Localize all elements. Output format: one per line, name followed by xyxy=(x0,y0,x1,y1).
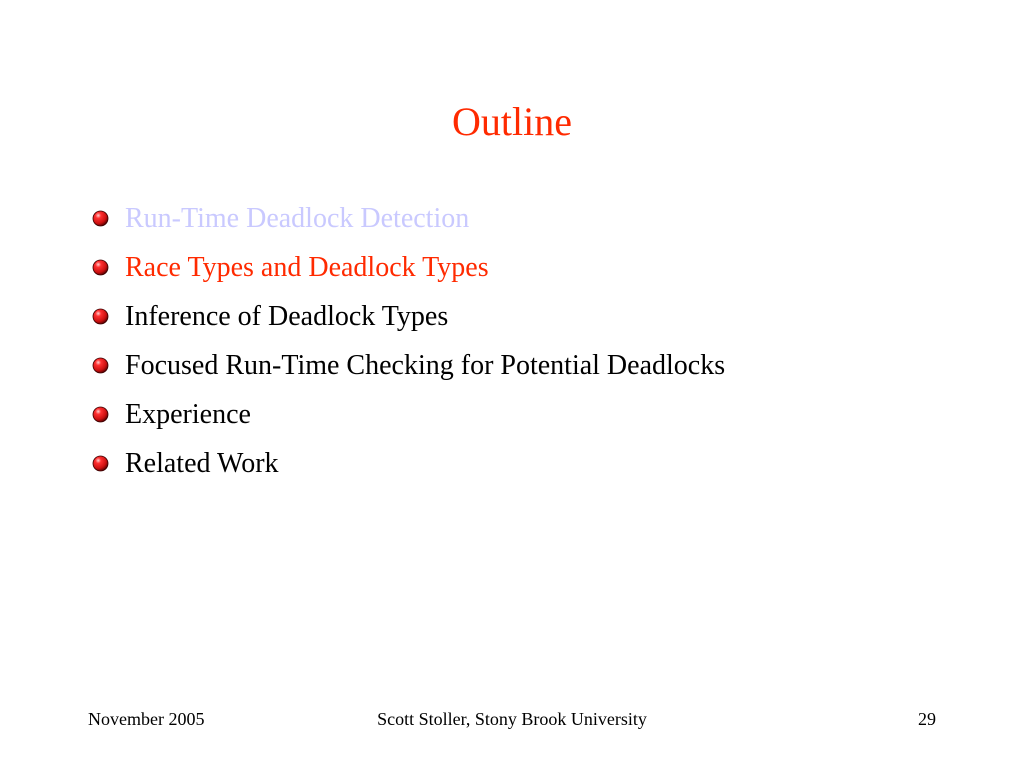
outline-item-label: Run-Time Deadlock Detection xyxy=(125,202,470,234)
red-sphere-shape xyxy=(93,407,108,422)
red-sphere-shape xyxy=(93,456,108,471)
red-sphere-bullet-icon xyxy=(92,455,109,472)
red-sphere-shape xyxy=(93,358,108,373)
red-sphere-shape xyxy=(93,309,108,324)
outline-item-related-work xyxy=(92,439,725,488)
slide-title: Outline xyxy=(452,99,572,144)
outline-item-experience xyxy=(92,390,725,439)
red-sphere-shape xyxy=(93,260,108,275)
footer-page-number: 29 xyxy=(918,709,936,729)
outline-item-label: Race Types and Deadlock Types xyxy=(125,251,489,283)
outline-item-focused-checking xyxy=(92,341,725,390)
outline-item-label: Related Work xyxy=(125,447,279,479)
red-sphere-shape xyxy=(93,211,108,226)
outline-item-inference xyxy=(92,292,725,341)
outline-item-race-types xyxy=(92,243,725,292)
red-sphere-bullet-icon xyxy=(92,406,109,423)
outline-item-label: Experience xyxy=(125,398,251,430)
outline-item-label: Focused Run-Time Checking for Potential Deadlocks xyxy=(125,349,726,381)
red-sphere-bullet-icon xyxy=(92,357,109,374)
red-sphere-bullet-icon xyxy=(92,308,109,325)
outline-item-run-time-deadlock-detection xyxy=(92,194,725,243)
footer-date: November 2005 xyxy=(88,709,205,729)
footer-author: Scott Stoller, Stony Brook University xyxy=(377,709,647,729)
red-sphere-bullet-icon xyxy=(92,210,109,227)
outline-list xyxy=(92,194,725,488)
outline-item-label: Inference of Deadlock Types xyxy=(125,300,449,332)
red-sphere-bullet-icon xyxy=(92,259,109,276)
